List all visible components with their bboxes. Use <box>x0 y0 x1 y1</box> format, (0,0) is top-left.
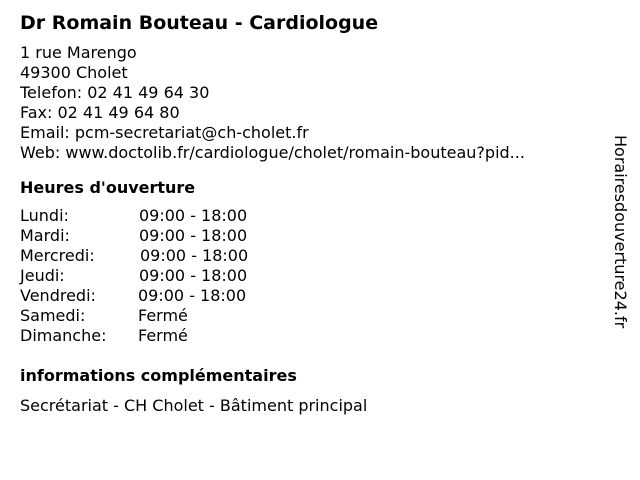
hours-value: 09:00 - 18:00 <box>139 206 248 225</box>
additional-info-heading: informations complémentaires <box>20 366 297 385</box>
hours-row-dimanche <box>20 326 600 346</box>
hours-row-lundi <box>20 206 600 226</box>
site-watermark-text: Horairesdouverture24.fr <box>611 135 630 329</box>
day-label: Mercredi: <box>20 246 95 265</box>
day-label: Mardi: <box>20 226 70 245</box>
hours-value: 09:00 - 18:00 <box>139 226 248 245</box>
website-url: Web: www.doctolib.fr/cardiologue/cholet/romain-bouteau?pid... <box>20 143 525 162</box>
page-title: Dr Romain Bouteau - Cardiologue <box>20 12 379 34</box>
day-label: Dimanche: <box>20 326 107 345</box>
fax-number: Fax: 02 41 49 64 80 <box>20 103 180 122</box>
hours-value: 09:00 - 18:00 <box>140 246 249 265</box>
hours-row-jeudi <box>20 266 600 286</box>
site-watermark <box>610 135 630 375</box>
hours-value: Fermé <box>138 306 188 325</box>
hours-value: Fermé <box>138 326 188 345</box>
hours-row-mardi <box>20 226 600 246</box>
hours-row-vendredi <box>20 286 600 306</box>
opening-hours-heading: Heures d'ouverture <box>20 178 196 197</box>
additional-info-text: Secrétariat - CH Cholet - Bâtiment principal <box>20 396 368 415</box>
hours-value: 09:00 - 18:00 <box>139 266 248 285</box>
phone-number: Telefon: 02 41 49 64 30 <box>20 83 210 102</box>
email-address: Email: pcm-secretariat@ch-cholet.fr <box>20 123 309 142</box>
address-city: 49300 Cholet <box>20 63 128 82</box>
day-label: Vendredi: <box>20 286 96 305</box>
contact-block <box>20 43 600 163</box>
hours-row-samedi <box>20 306 600 326</box>
day-label: Lundi: <box>20 206 69 225</box>
hours-value: 09:00 - 18:00 <box>138 286 247 305</box>
day-label: Samedi: <box>20 306 86 325</box>
doctor-card <box>20 10 600 416</box>
opening-hours-table <box>20 206 600 346</box>
day-label: Jeudi: <box>20 266 65 285</box>
hours-row-mercredi <box>20 246 600 266</box>
address-street: 1 rue Marengo <box>20 43 137 62</box>
